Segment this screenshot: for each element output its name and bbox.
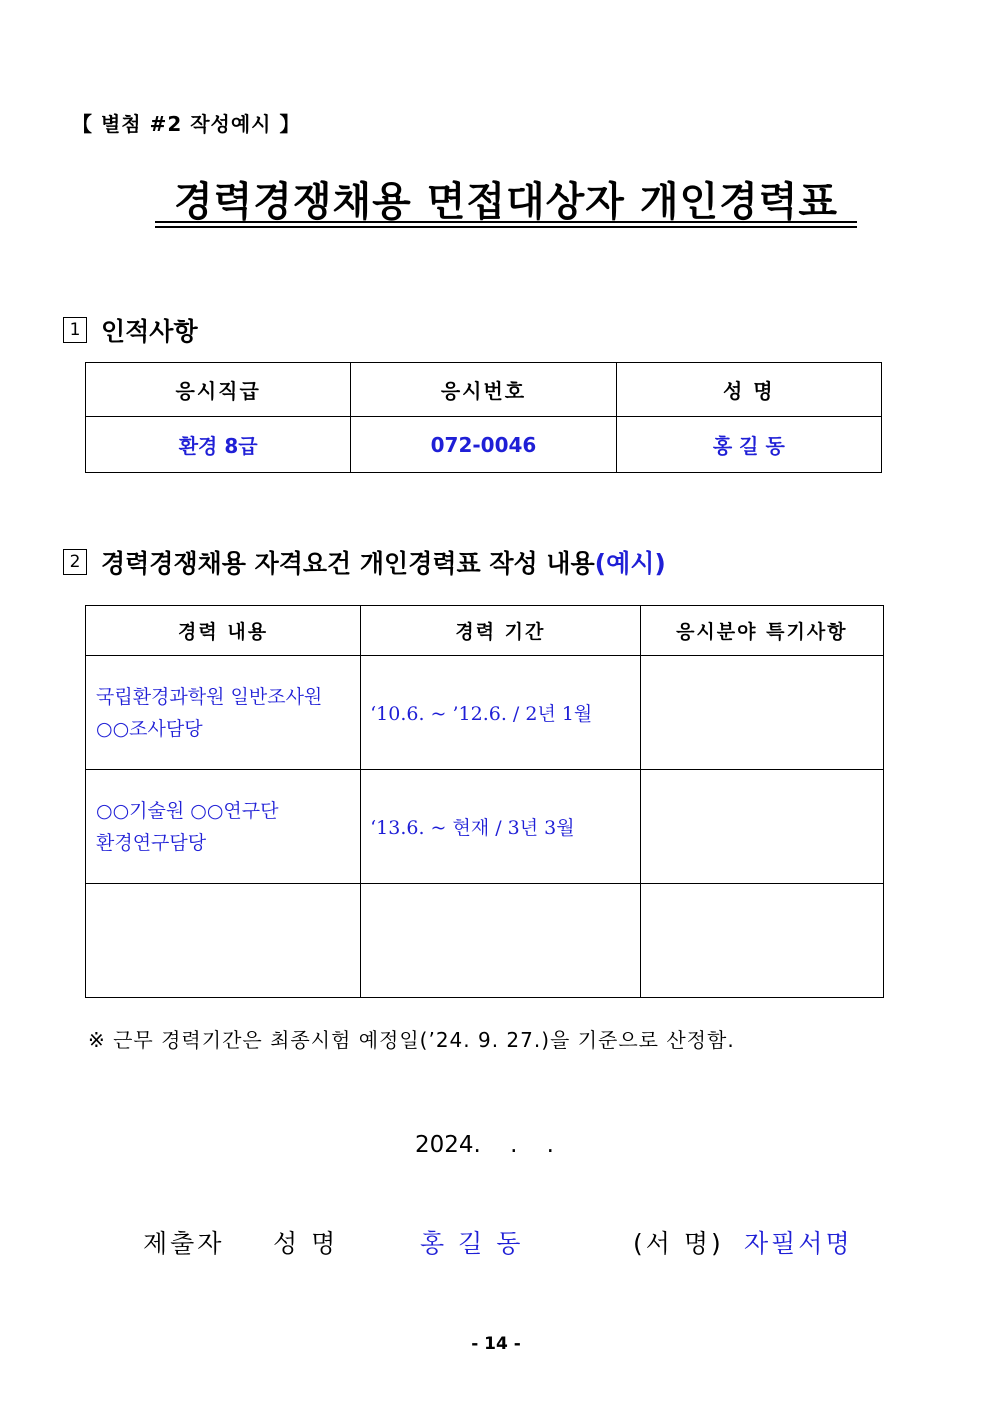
value-exam-number: 072-0046 bbox=[351, 417, 616, 473]
career-content-line2: 환경연구담당 bbox=[96, 831, 207, 854]
signature-label: (서 명) bbox=[633, 1229, 724, 1258]
section1-number: 1 bbox=[63, 317, 87, 343]
special-notes-cell bbox=[640, 884, 883, 998]
date-line: 2024. . . bbox=[415, 1132, 554, 1158]
title-underline bbox=[155, 221, 857, 223]
section2-number: 2 bbox=[63, 549, 87, 575]
career-content-cell bbox=[86, 770, 361, 884]
table-row bbox=[86, 417, 882, 473]
value-grade: 환경 8급 bbox=[86, 417, 351, 473]
table-header-row bbox=[86, 363, 882, 417]
value-name: 홍 길 동 bbox=[616, 417, 881, 473]
section1-title: 인적사항 bbox=[101, 317, 198, 346]
career-content-line1: 국립환경과학원 일반조사원 bbox=[96, 685, 323, 708]
table-row bbox=[86, 770, 884, 884]
header-special-notes: 응시분야 특기사항 bbox=[640, 606, 883, 656]
attachment-label: 【 별첨 #2 작성예시 】 bbox=[72, 112, 301, 136]
header-name: 성 명 bbox=[616, 363, 881, 417]
career-content-cell bbox=[86, 884, 361, 998]
career-table bbox=[85, 605, 884, 998]
header-exam-number: 응시번호 bbox=[351, 363, 616, 417]
special-notes-cell bbox=[640, 770, 883, 884]
title-underline-double bbox=[155, 226, 857, 228]
header-grade: 응시직급 bbox=[86, 363, 351, 417]
section2-heading bbox=[63, 544, 666, 580]
table-row bbox=[86, 884, 884, 998]
signature-value: 자필서명 bbox=[744, 1229, 853, 1258]
submitter-name-label: 성 명 bbox=[273, 1229, 339, 1258]
career-period-cell bbox=[361, 884, 641, 998]
calculation-note: ※ 근무 경력기간은 최종시험 예정일(’24. 9. 27.)을 기준으로 산정함. bbox=[88, 1028, 735, 1052]
career-content-line1: ○○기술원 ○○연구단 bbox=[96, 799, 279, 822]
personal-info-table bbox=[85, 362, 882, 473]
career-period-cell: ‘10.6. ~ ’12.6. / 2년 1월 bbox=[361, 656, 641, 770]
header-career-content: 경력 내용 bbox=[86, 606, 361, 656]
special-notes-cell bbox=[640, 656, 883, 770]
submitter-label: 제출자 bbox=[143, 1229, 225, 1258]
table-header-row bbox=[86, 606, 884, 656]
section1-heading bbox=[63, 312, 198, 348]
career-content-line2: ○○조사담당 bbox=[96, 717, 203, 740]
career-period-cell: ‘13.6. ~ 현재 / 3년 3월 bbox=[361, 770, 641, 884]
table-row bbox=[86, 656, 884, 770]
career-content-cell bbox=[86, 656, 361, 770]
page-number: - 14 - bbox=[471, 1334, 521, 1354]
document-title: 경력경쟁채용 면접대상자 개인경력표 bbox=[173, 179, 839, 225]
section2-title: 경력경쟁채용 자격요건 개인경력표 작성 내용 bbox=[101, 549, 595, 578]
submitter-name-value: 홍 길 동 bbox=[420, 1229, 524, 1258]
section2-title-suffix: (예시) bbox=[594, 549, 666, 578]
header-career-period: 경력 기간 bbox=[361, 606, 641, 656]
